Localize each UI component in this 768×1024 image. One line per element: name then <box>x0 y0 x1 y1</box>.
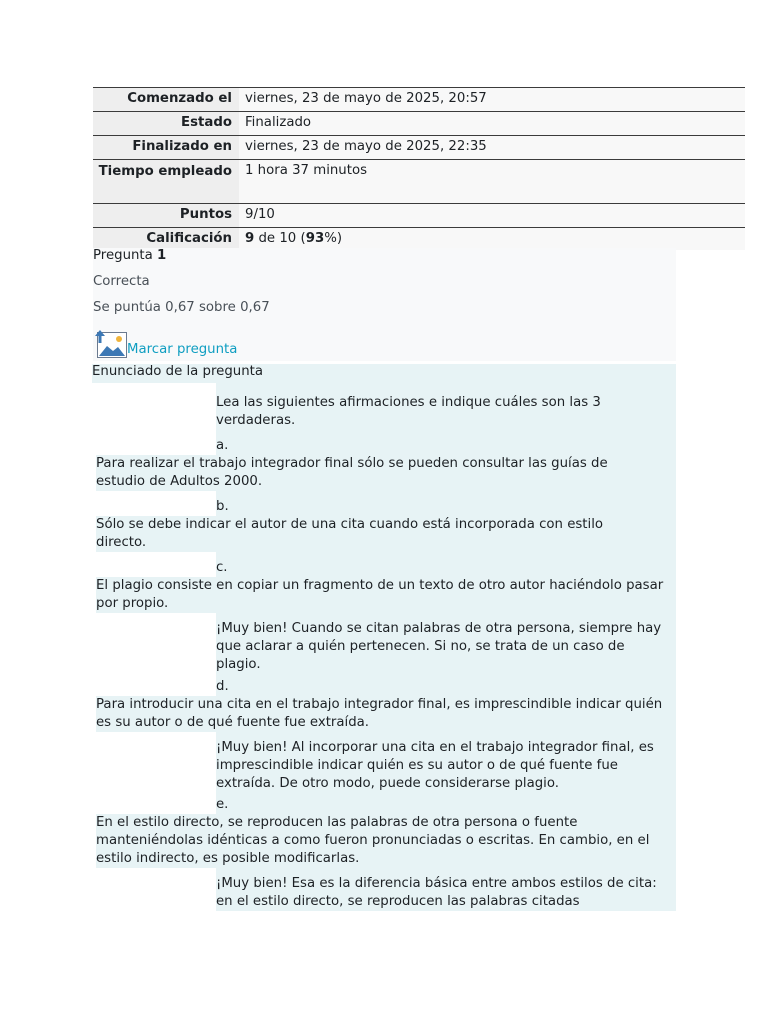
option-d-text[interactable]: Para introducir una cita en el trabajo integrador final, es imprescindible indicar quién es su autor o de qué fuente fue extraída. <box>96 696 666 732</box>
grade-mid: de 10 ( <box>254 231 306 246</box>
flag-question-link[interactable] <box>93 330 237 360</box>
question-heading: Enunciado de la pregunta <box>92 364 676 383</box>
summary-label: Calificación <box>93 228 239 250</box>
summary-row-grade <box>93 227 745 250</box>
summary-value: viernes, 23 de mayo de 2025, 20:57 <box>245 91 487 106</box>
option-a-text[interactable]: Para realizar el trabajo integrador final sólo se pueden consultar las guías de estudio de Adultos 2000. <box>96 455 656 491</box>
question-grade: Se puntúa 0,67 sobre 0,67 <box>93 300 270 315</box>
option-e-feedback: ¡Muy bien! Esa es la diferencia básica entre ambos estilos de cita: en el estilo directo, se reproducen las palabras citadas <box>216 876 657 909</box>
summary-value: 9/10 <box>245 207 275 222</box>
option-c-text[interactable]: El plagio consiste en copiar un fragmento de un texto de otro autor haciéndolo pasar por propio. <box>96 577 666 613</box>
option-c-feedback: ¡Muy bien! Cuando se citan palabras de otra persona, siempre hay que aclarar a quién pertenecen. Si no, se trata de un caso de plagio. <box>216 621 662 672</box>
broken-image-icon <box>93 330 127 360</box>
summary-label: Finalizado en <box>93 136 239 159</box>
option-e-text[interactable]: En el estilo directo, se reproducen las palabras de otra persona o fuente manteniéndolas idénticas a como fueron pronunciadas o escritas. En cambio, en el estilo indirecto, es posible modificarlas. <box>96 814 674 868</box>
option-c-label[interactable]: c. <box>216 560 228 575</box>
summary-row-started <box>93 87 745 111</box>
question-info <box>93 248 676 361</box>
question-content <box>92 364 676 911</box>
option-b-text[interactable]: Sólo se debe indicar el autor de una cita cuando está incorporada con estilo directo. <box>96 516 656 552</box>
grade-end: %) <box>324 231 343 246</box>
attempt-summary-table <box>93 87 745 250</box>
summary-value: 1 hora 37 minutos <box>245 163 368 178</box>
summary-row-time <box>93 159 745 203</box>
summary-value: Finalizado <box>245 115 312 130</box>
summary-row-finished <box>93 135 745 159</box>
summary-label: Tiempo empleado <box>93 160 239 203</box>
option-e-label[interactable]: e. <box>216 797 229 812</box>
option-d-feedback: ¡Muy bien! Al incorporar una cita en el trabajo integrador final, es imprescindible indicar quién es su autor o de qué fuente fue extraída. De otro modo, puede considerarse plagio. <box>216 740 654 791</box>
question-state: Correcta <box>93 274 150 289</box>
summary-value: viernes, 23 de mayo de 2025, 22:35 <box>245 139 487 154</box>
summary-row-state <box>93 111 745 135</box>
option-d-label[interactable]: d. <box>216 679 229 694</box>
summary-label: Comenzado el <box>93 88 239 111</box>
option-b-label[interactable]: b. <box>216 499 229 514</box>
summary-label: Puntos <box>93 204 239 227</box>
flag-question-label[interactable]: Marcar pregunta <box>127 342 238 357</box>
summary-row-points <box>93 203 745 227</box>
grade-score: 9 <box>245 231 255 246</box>
option-a-label[interactable]: a. <box>216 438 229 453</box>
summary-value <box>239 228 349 250</box>
question-prompt: Lea las siguientes afirmaciones e indique cuáles son las 3 verdaderas. <box>216 395 601 428</box>
summary-label: Estado <box>93 112 239 135</box>
grade-percent: 93 <box>305 231 325 246</box>
question-number: Pregunta 1 <box>93 248 167 263</box>
